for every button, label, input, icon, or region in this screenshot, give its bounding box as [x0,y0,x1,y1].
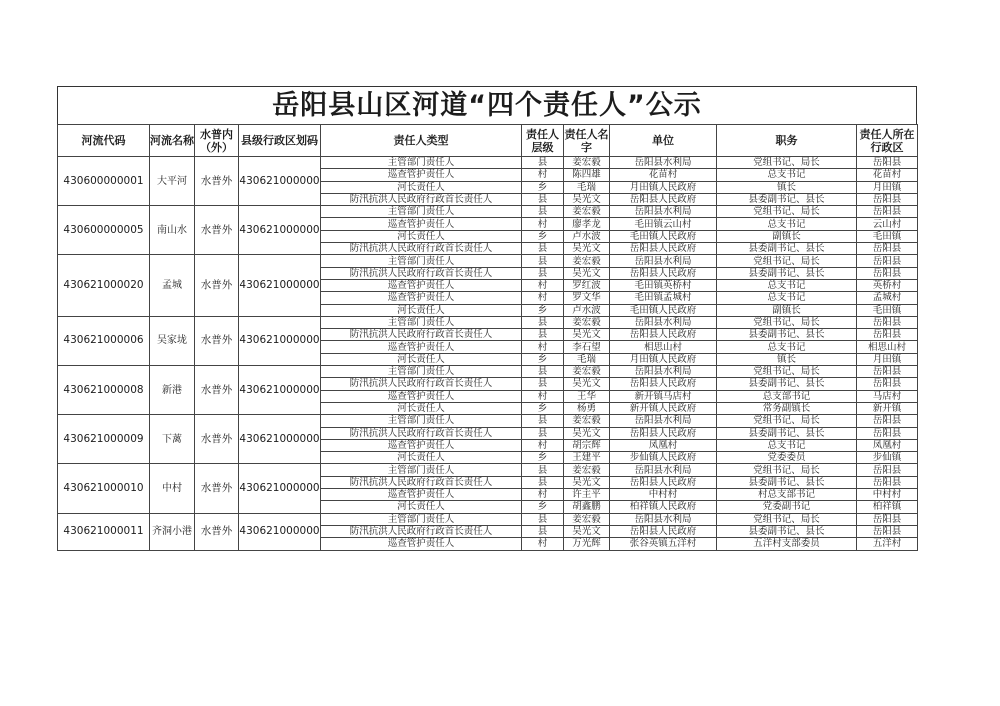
person-name-cell: 胡鑫鹏 [564,501,610,513]
area-cell: 毛田镇 [857,304,918,316]
unit-cell: 岳阳县水利局 [610,513,717,525]
table-row [58,415,918,427]
person-type-cell: 巡查管护责任人 [321,218,522,230]
division-code-cell: 430621000000 [239,157,321,206]
person-type-cell: 巡查管护责任人 [321,341,522,353]
person-name-cell: 万光辉 [564,538,610,550]
post-cell: 总支书记 [717,279,857,291]
post-cell: 县委副书记、县长 [717,378,857,390]
person-type-cell: 巡查管护责任人 [321,390,522,402]
header-area: 责任人所在行政区 [857,125,918,157]
person-level-cell: 县 [522,193,564,205]
unit-cell: 岳阳县人民政府 [610,378,717,390]
area-cell: 云山村 [857,218,918,230]
person-name-cell: 吴光文 [564,427,610,439]
person-name-cell: 吴光文 [564,476,610,488]
area-cell: 岳阳县 [857,378,918,390]
unit-cell: 岳阳县水利局 [610,157,717,169]
unit-cell: 新开镇人民政府 [610,402,717,414]
unit-cell: 岳阳县人民政府 [610,329,717,341]
area-cell: 五洋村 [857,538,918,550]
post-cell: 党组书记、局长 [717,366,857,378]
person-name-cell: 胡宗辉 [564,439,610,451]
division-code-cell: 430621000000 [239,255,321,316]
person-level-cell: 村 [522,169,564,181]
river-code-cell: 430621000009 [58,415,150,464]
post-cell: 五洋村支部委员 [717,538,857,550]
area-cell: 相思山村 [857,341,918,353]
person-name-cell: 姜宏毅 [564,415,610,427]
unit-cell: 岳阳县人民政府 [610,193,717,205]
person-name-cell: 姜宏毅 [564,513,610,525]
person-type-cell: 防汛抗洪人民政府行政首长责任人 [321,378,522,390]
person-level-cell: 县 [522,427,564,439]
water-census-cell: 水普外 [195,157,239,206]
unit-cell: 月田镇人民政府 [610,353,717,365]
person-name-cell: 毛瑞 [564,181,610,193]
post-cell: 总支书记 [717,169,857,181]
person-type-cell: 防汛抗洪人民政府行政首长责任人 [321,329,522,341]
person-type-cell: 主管部门责任人 [321,415,522,427]
person-type-cell: 防汛抗洪人民政府行政首长责任人 [321,193,522,205]
river-code-cell: 430600000001 [58,157,150,206]
person-type-cell: 河长责任人 [321,304,522,316]
person-level-cell: 县 [522,525,564,537]
person-type-cell: 河长责任人 [321,230,522,242]
post-cell: 副镇长 [717,304,857,316]
post-cell: 县委副书记、县长 [717,267,857,279]
unit-cell: 张谷英镇五洋村 [610,538,717,550]
header-river-name: 河流名称 [150,125,195,157]
responsibility-table [57,124,918,551]
person-name-cell: 姜宏毅 [564,464,610,476]
area-cell: 岳阳县 [857,243,918,255]
person-name-cell: 姜宏毅 [564,366,610,378]
person-name-cell: 毛瑞 [564,353,610,365]
unit-cell: 毛田镇孟城村 [610,292,717,304]
area-cell: 马店村 [857,390,918,402]
person-type-cell: 主管部门责任人 [321,206,522,218]
river-name-cell: 孟城 [150,255,195,316]
person-level-cell: 乡 [522,353,564,365]
division-code-cell: 430621000000 [239,415,321,464]
person-level-cell: 县 [522,243,564,255]
post-cell: 总支书记 [717,341,857,353]
unit-cell: 凤凰村 [610,439,717,451]
person-name-cell: 姜宏毅 [564,255,610,267]
person-type-cell: 河长责任人 [321,353,522,365]
person-type-cell: 主管部门责任人 [321,513,522,525]
person-type-cell: 主管部门责任人 [321,366,522,378]
person-level-cell: 村 [522,292,564,304]
area-cell: 花苗村 [857,169,918,181]
area-cell: 岳阳县 [857,267,918,279]
area-cell: 月田镇 [857,181,918,193]
area-cell: 新开镇 [857,402,918,414]
person-level-cell: 乡 [522,304,564,316]
division-code-cell: 430621000000 [239,316,321,365]
area-cell: 岳阳县 [857,157,918,169]
area-cell: 岳阳县 [857,255,918,267]
river-code-cell: 430600000005 [58,206,150,255]
person-level-cell: 县 [522,378,564,390]
river-name-cell: 大平河 [150,157,195,206]
person-level-cell: 村 [522,439,564,451]
person-level-cell: 村 [522,279,564,291]
division-code-cell: 430621000000 [239,366,321,415]
person-type-cell: 巡查管护责任人 [321,169,522,181]
person-name-cell: 王建平 [564,452,610,464]
unit-cell: 岳阳县水利局 [610,316,717,328]
table-body [58,157,918,551]
post-cell: 县委副书记、县长 [717,476,857,488]
person-type-cell: 巡查管护责任人 [321,279,522,291]
area-cell: 岳阳县 [857,193,918,205]
post-cell: 党组书记、局长 [717,513,857,525]
person-name-cell: 吴光文 [564,267,610,279]
person-name-cell: 吴光文 [564,193,610,205]
unit-cell: 岳阳县水利局 [610,366,717,378]
person-name-cell: 吴光文 [564,378,610,390]
post-cell: 副镇长 [717,230,857,242]
person-type-cell: 河长责任人 [321,501,522,513]
person-type-cell: 主管部门责任人 [321,157,522,169]
area-cell: 岳阳县 [857,525,918,537]
person-name-cell: 吴光文 [564,525,610,537]
person-type-cell: 防汛抗洪人民政府行政首长责任人 [321,243,522,255]
post-cell: 镇长 [717,181,857,193]
water-census-cell: 水普外 [195,366,239,415]
unit-cell: 柏祥镇人民政府 [610,501,717,513]
person-name-cell: 姜宏毅 [564,157,610,169]
post-cell: 县委副书记、县长 [717,427,857,439]
area-cell: 凤凰村 [857,439,918,451]
notice-sheet [57,86,917,551]
area-cell: 岳阳县 [857,464,918,476]
table-row [58,206,918,218]
post-cell: 常务副镇长 [717,402,857,414]
person-type-cell: 主管部门责任人 [321,464,522,476]
header-post: 职务 [717,125,857,157]
person-type-cell: 河长责任人 [321,452,522,464]
person-name-cell: 罗文华 [564,292,610,304]
person-level-cell: 县 [522,464,564,476]
person-level-cell: 乡 [522,501,564,513]
area-cell: 岳阳县 [857,316,918,328]
page-title: 岳阳县山区河道“四个责任人”公示 [57,86,917,124]
post-cell: 党组书记、局长 [717,415,857,427]
person-name-cell: 罗红波 [564,279,610,291]
unit-cell: 岳阳县人民政府 [610,476,717,488]
river-code-cell: 430621000011 [58,513,150,550]
area-cell: 岳阳县 [857,329,918,341]
post-cell: 村总支部书记 [717,489,857,501]
unit-cell: 毛田镇人民政府 [610,230,717,242]
header-person-name: 责任人名字 [564,125,610,157]
person-type-cell: 巡查管护责任人 [321,292,522,304]
river-name-cell: 吴家垅 [150,316,195,365]
post-cell: 党组书记、局长 [717,464,857,476]
water-census-cell: 水普外 [195,255,239,316]
person-level-cell: 村 [522,390,564,402]
person-level-cell: 县 [522,157,564,169]
person-name-cell: 姜宏毅 [564,316,610,328]
water-census-cell: 水普外 [195,415,239,464]
person-type-cell: 主管部门责任人 [321,316,522,328]
river-name-cell: 新港 [150,366,195,415]
person-level-cell: 乡 [522,402,564,414]
area-cell: 岳阳县 [857,366,918,378]
person-level-cell: 县 [522,206,564,218]
division-code-cell: 430621000000 [239,206,321,255]
post-cell: 党组书记、局长 [717,157,857,169]
person-type-cell: 巡查管护责任人 [321,489,522,501]
header-person-level: 责任人层级 [522,125,564,157]
person-name-cell: 王华 [564,390,610,402]
person-level-cell: 县 [522,415,564,427]
river-name-cell: 中村 [150,464,195,513]
unit-cell: 相思山村 [610,341,717,353]
header-river-code: 河流代码 [58,125,150,157]
unit-cell: 中村村 [610,489,717,501]
header-row [58,125,918,157]
unit-cell: 新开镇马店村 [610,390,717,402]
person-type-cell: 防汛抗洪人民政府行政首长责任人 [321,427,522,439]
person-name-cell: 卢水波 [564,304,610,316]
post-cell: 总支部书记 [717,390,857,402]
person-level-cell: 村 [522,538,564,550]
person-level-cell: 县 [522,316,564,328]
post-cell: 党组书记、局长 [717,206,857,218]
post-cell: 县委副书记、县长 [717,193,857,205]
person-level-cell: 县 [522,267,564,279]
area-cell: 岳阳县 [857,206,918,218]
person-name-cell: 廖孝龙 [564,218,610,230]
area-cell: 岳阳县 [857,513,918,525]
area-cell: 柏祥镇 [857,501,918,513]
table-row [58,513,918,525]
river-name-cell: 南山水 [150,206,195,255]
person-type-cell: 防汛抗洪人民政府行政首长责任人 [321,476,522,488]
post-cell: 党组书记、局长 [717,316,857,328]
header-water-census: 水普内（外） [195,125,239,157]
person-type-cell: 巡查管护责任人 [321,538,522,550]
post-cell: 总支书记 [717,218,857,230]
person-level-cell: 县 [522,329,564,341]
person-type-cell: 防汛抗洪人民政府行政首长责任人 [321,525,522,537]
unit-cell: 岳阳县人民政府 [610,243,717,255]
unit-cell: 岳阳县水利局 [610,255,717,267]
person-name-cell: 陈四雄 [564,169,610,181]
person-level-cell: 村 [522,341,564,353]
unit-cell: 岳阳县水利局 [610,206,717,218]
area-cell: 月田镇 [857,353,918,365]
river-code-cell: 430621000006 [58,316,150,365]
area-cell: 步仙镇 [857,452,918,464]
unit-cell: 步仙镇人民政府 [610,452,717,464]
unit-cell: 岳阳县人民政府 [610,427,717,439]
river-code-cell: 430621000008 [58,366,150,415]
unit-cell: 岳阳县人民政府 [610,267,717,279]
unit-cell: 月田镇人民政府 [610,181,717,193]
area-cell: 岳阳县 [857,427,918,439]
table-row [58,255,918,267]
water-census-cell: 水普外 [195,513,239,550]
post-cell: 县委副书记、县长 [717,243,857,255]
table-row [58,316,918,328]
person-type-cell: 主管部门责任人 [321,255,522,267]
unit-cell: 花苗村 [610,169,717,181]
division-code-cell: 430621000000 [239,513,321,550]
person-level-cell: 县 [522,513,564,525]
river-code-cell: 430621000010 [58,464,150,513]
area-cell: 岳阳县 [857,415,918,427]
division-code-cell: 430621000000 [239,464,321,513]
unit-cell: 岳阳县水利局 [610,415,717,427]
person-level-cell: 乡 [522,181,564,193]
person-level-cell: 村 [522,218,564,230]
person-name-cell: 李石望 [564,341,610,353]
person-level-cell: 县 [522,255,564,267]
area-cell: 中村村 [857,489,918,501]
post-cell: 党委委员 [717,452,857,464]
unit-cell: 毛田镇英桥村 [610,279,717,291]
river-code-cell: 430621000020 [58,255,150,316]
header-person-type: 责任人类型 [321,125,522,157]
area-cell: 岳阳县 [857,476,918,488]
river-name-cell: 齐洞小港 [150,513,195,550]
water-census-cell: 水普外 [195,206,239,255]
person-name-cell: 吴光文 [564,329,610,341]
person-level-cell: 乡 [522,230,564,242]
person-type-cell: 防汛抗洪人民政府行政首长责任人 [321,267,522,279]
post-cell: 总支书记 [717,439,857,451]
unit-cell: 岳阳县人民政府 [610,525,717,537]
person-type-cell: 巡查管护责任人 [321,439,522,451]
water-census-cell: 水普外 [195,316,239,365]
area-cell: 孟城村 [857,292,918,304]
post-cell: 县委副书记、县长 [717,525,857,537]
area-cell: 英桥村 [857,279,918,291]
unit-cell: 毛田镇云山村 [610,218,717,230]
post-cell: 党组书记、局长 [717,255,857,267]
header-unit: 单位 [610,125,717,157]
person-name-cell: 杨勇 [564,402,610,414]
table-row [58,464,918,476]
person-level-cell: 乡 [522,452,564,464]
post-cell: 县委副书记、县长 [717,329,857,341]
table-row [58,157,918,169]
person-name-cell: 许主平 [564,489,610,501]
area-cell: 毛田镇 [857,230,918,242]
unit-cell: 毛田镇人民政府 [610,304,717,316]
person-level-cell: 村 [522,489,564,501]
person-type-cell: 河长责任人 [321,402,522,414]
header-division-code: 县级行政区划码 [239,125,321,157]
person-name-cell: 吴光文 [564,243,610,255]
person-name-cell: 卢水波 [564,230,610,242]
water-census-cell: 水普外 [195,464,239,513]
river-name-cell: 下蓠 [150,415,195,464]
person-type-cell: 河长责任人 [321,181,522,193]
post-cell: 党委副书记 [717,501,857,513]
person-level-cell: 县 [522,366,564,378]
table-row [58,366,918,378]
post-cell: 镇长 [717,353,857,365]
post-cell: 总支书记 [717,292,857,304]
person-level-cell: 县 [522,476,564,488]
unit-cell: 岳阳县水利局 [610,464,717,476]
person-name-cell: 姜宏毅 [564,206,610,218]
